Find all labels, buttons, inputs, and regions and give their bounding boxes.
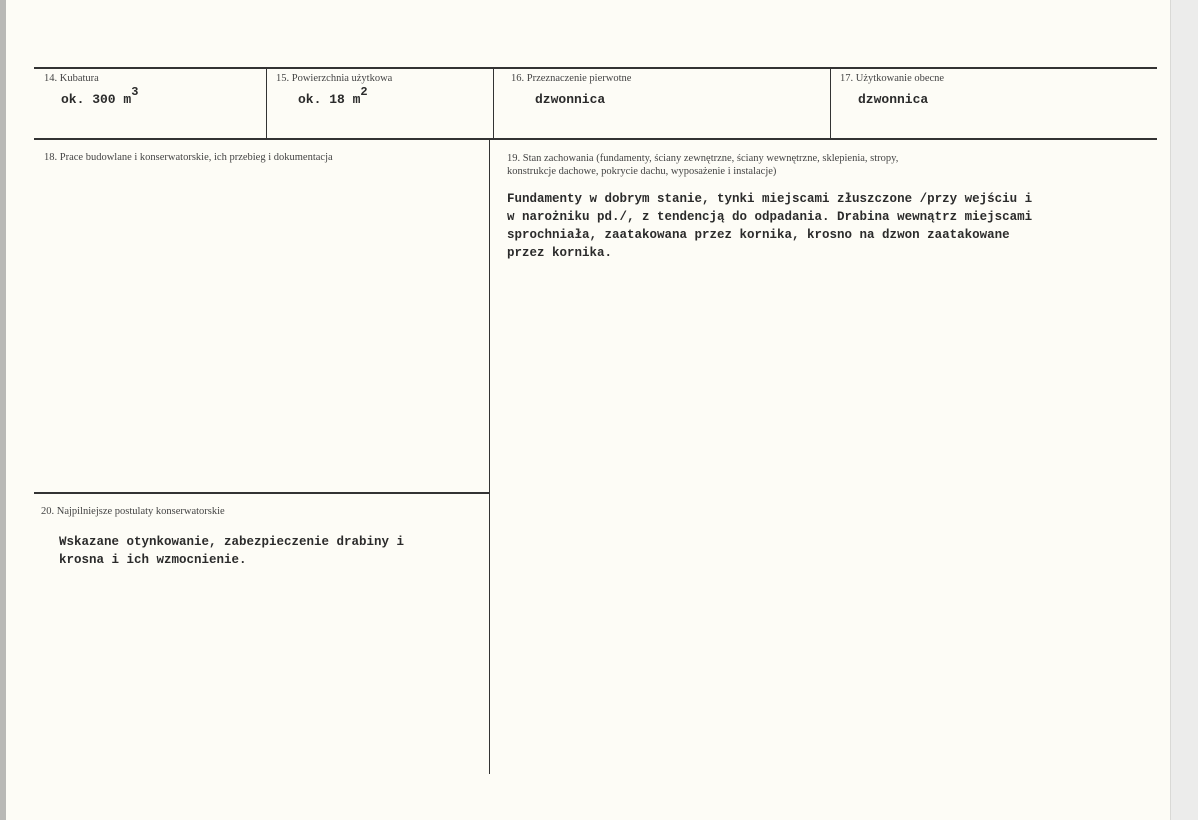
field-18-label: 18. Prace budowlane i konserwatorskie, ich przebieg i dokumentacja <box>44 152 333 163</box>
field-19-text-line: sprochniała, zaatakowana przez kornika, krosno na dzwon zaatakowane <box>507 228 1010 242</box>
field-15-value-text: ok. 18 m <box>298 92 361 107</box>
field-16-value: dzwonnica <box>535 92 606 107</box>
top-rule <box>34 67 1157 69</box>
field-14-label: 14. Kubatura <box>44 73 99 84</box>
field-20-text-line: Wskazane otynkowanie, zabezpieczenie drabiny i <box>59 535 405 549</box>
field-16-label: 16. Przeznaczenie pierwotne <box>511 73 632 84</box>
field-15-label: 15. Powierzchnia użytkowa <box>276 73 393 84</box>
section-20-divider <box>34 492 489 494</box>
field-14-value <box>61 85 139 107</box>
field-19-text-line: przez kornika. <box>507 246 613 260</box>
field-19-label-line-2: konstrukcje dachowe, pokrycie dachu, wyposażenie i instalacje) <box>507 166 777 177</box>
row-divider <box>34 138 1157 140</box>
field-17-value: dzwonnica <box>858 92 929 107</box>
scan-right-edge <box>1170 0 1198 820</box>
main-vertical-divider <box>489 139 490 774</box>
field-19-text-line: Fundamenty w dobrym stanie, tynki miejscami złuszczone /przy wejściu i <box>507 192 1033 206</box>
field-19-text <box>507 190 1032 262</box>
scan-left-edge <box>0 0 6 820</box>
field-20-text-line: krosna i ich wzmocnienie. <box>59 553 247 567</box>
field-19-label-line-1: 19. Stan zachowania (fundamenty, ściany zewnętrzne, ściany wewnętrzne, sklepienia, stropy, <box>507 153 899 164</box>
col-divider-14-15 <box>266 67 267 139</box>
field-19-text-line: w narożniku pd./, z tendencją do odpadania. Drabina wewnątrz miejscami <box>507 210 1033 224</box>
col-divider-16-17 <box>830 67 831 139</box>
field-20-label: 20. Najpilniejsze postulaty konserwatorskie <box>41 506 225 517</box>
field-17-label: 17. Użytkowanie obecne <box>840 73 945 84</box>
col-divider-15-16 <box>493 67 494 139</box>
field-15-value <box>298 85 368 107</box>
field-14-value-text: ok. 300 m <box>61 92 132 107</box>
field-14-unit-superscript: 3 <box>131 85 139 99</box>
field-20-text <box>59 533 404 569</box>
field-15-unit-superscript: 2 <box>360 85 368 99</box>
